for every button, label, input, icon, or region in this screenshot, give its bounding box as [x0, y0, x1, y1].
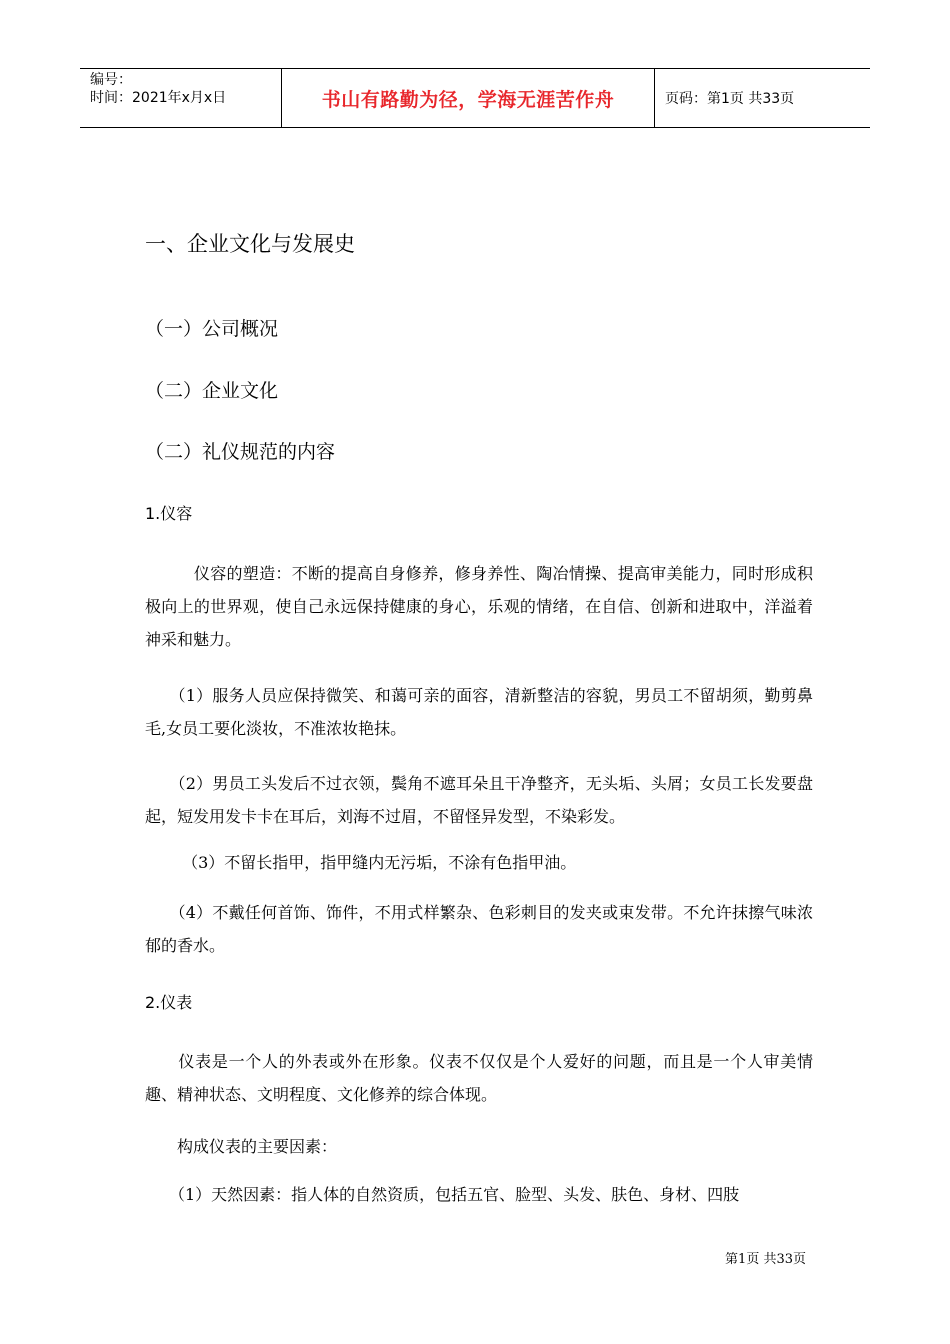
paragraph-appearance-3: （3）不留长指甲，指甲缝内无污垢，不涂有色指甲油。	[145, 853, 577, 872]
paragraph-bearing-natural: （1）天然因素：指人体的自然资质，包括五官、脸型、头发、肤色、身材、四肢	[145, 1185, 740, 1204]
paragraph-appearance-4: （4）不戴任何首饰、饰件，不用式样繁杂、色彩刺目的发夹或束发带。不允许抹擦气味浓郁的香水。	[145, 903, 813, 955]
paragraph-appearance-1: （1）服务人员应保持微笑、和蔼可亲的面容，清新整洁的容貌，男员工不留胡须，勤剪鼻毛,女员工要化淡妆，不准浓妆艳抹。	[145, 686, 813, 738]
paragraph-appearance-intro: 仪容的塑造：不断的提高自身修养，修身养性、陶冶情操、提高审美能力，同时形成积极向上的世界观，使自己永远保持健康的身心，乐观的情绪，在自信、创新和进取中，洋溢着神采和魅力。	[145, 564, 813, 649]
header-code-label: 编号：	[90, 72, 132, 88]
header-page-info: 页码：第1页 共33页	[665, 91, 795, 107]
page-header	[80, 68, 870, 128]
header-meta	[80, 69, 281, 127]
paragraph-bearing-factors: 构成仪表的主要因素：	[145, 1137, 338, 1156]
item-bearing-title: 2.仪表	[145, 993, 193, 1012]
subsection-company-overview: （一）公司概况	[145, 318, 279, 340]
header-motto: 书山有路勤为径，学海无涯苦作舟	[281, 69, 655, 127]
page-footer: 第1页 共33页	[725, 1252, 806, 1267]
subsection-corporate-culture: （二）企业文化	[145, 380, 279, 402]
section-title: 一、企业文化与发展史	[145, 232, 355, 256]
item-appearance-title: 1.仪容	[145, 504, 193, 523]
header-date: 时间：2021年x月x日	[90, 90, 227, 106]
subsection-etiquette: （二）礼仪规范的内容	[145, 441, 336, 463]
paragraph-appearance-2: （2）男员工头发后不过衣领，鬓角不遮耳朵且干净整齐，无头垢、头屑；女员工长发要盘起，短发用发卡卡在耳后，刘海不过眉，不留怪异发型，不染彩发。	[145, 774, 813, 826]
paragraph-bearing-intro: 仪表是一个人的外表或外在形象。仪表不仅仅是个人爱好的问题，而且是一个人审美情趣、精神状态、文明程度、文化修养的综合体现。	[145, 1052, 813, 1104]
